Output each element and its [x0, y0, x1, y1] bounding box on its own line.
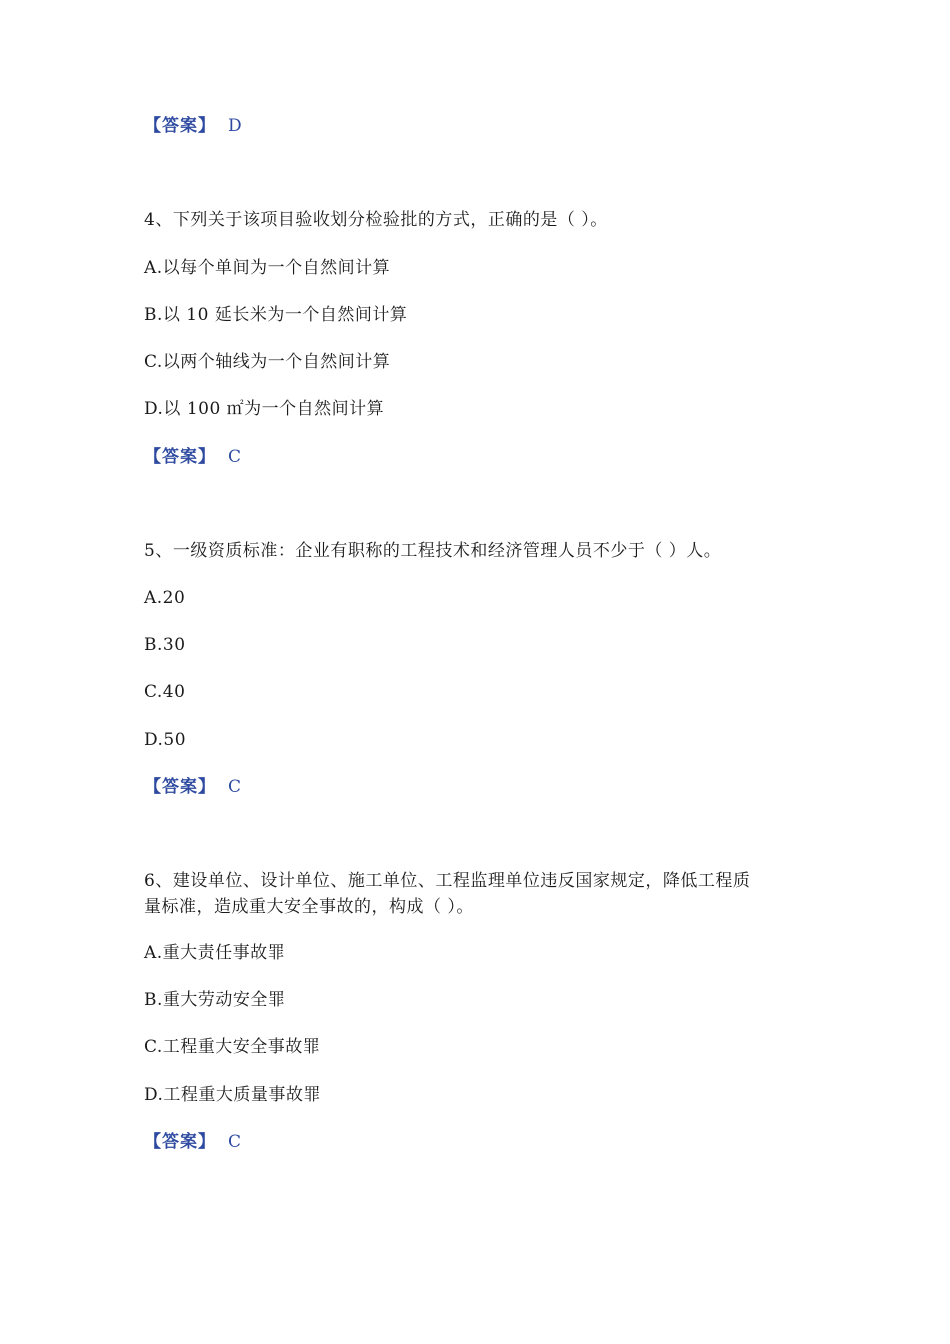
q4-option-d: D.以 100 ㎡为一个自然间计算	[144, 399, 385, 419]
answer-row-q3	[144, 115, 242, 137]
answer-row-q4	[144, 446, 242, 468]
answer-label: 【答案】	[144, 447, 216, 467]
q5-option-a: A.20	[144, 588, 186, 608]
q5-option-c: C.40	[144, 682, 186, 702]
question-5: 5、一级资质标准：企业有职称的工程技术和经济管理人员不少于（ ）人。	[144, 541, 722, 561]
q4-option-b: B.以 10 延长米为一个自然间计算	[144, 305, 408, 325]
answer-value: C	[228, 1132, 242, 1152]
q4-option-c: C.以两个轴线为一个自然间计算	[144, 352, 391, 372]
q6-option-c: C.工程重大安全事故罪	[144, 1037, 321, 1057]
q6-option-d: D.工程重大质量事故罪	[144, 1085, 321, 1105]
q5-option-b: B.30	[144, 635, 186, 655]
answer-row-q6	[144, 1131, 242, 1153]
q4-option-a: A.以每个单间为一个自然间计算	[144, 258, 391, 278]
answer-label: 【答案】	[144, 1132, 216, 1152]
answer-value: C	[228, 777, 242, 797]
answer-row-q5	[144, 776, 242, 798]
q6-option-b: B.重大劳动安全罪	[144, 990, 286, 1010]
answer-value: C	[228, 447, 242, 467]
answer-label: 【答案】	[144, 777, 216, 797]
q6-option-a: A.重大责任事故罪	[144, 943, 286, 963]
question-6-line-2: 量标准，造成重大安全事故的，构成（ ）。	[144, 897, 474, 917]
q5-option-d: D.50	[144, 730, 187, 750]
question-6-line-1: 6、建设单位、设计单位、施工单位、工程监理单位违反国家规定，降低工程质	[144, 871, 751, 891]
question-4: 4、下列关于该项目验收划分检验批的方式，正确的是（ ）。	[144, 210, 608, 230]
answer-label: 【答案】	[144, 116, 216, 136]
answer-value: D	[228, 116, 243, 136]
